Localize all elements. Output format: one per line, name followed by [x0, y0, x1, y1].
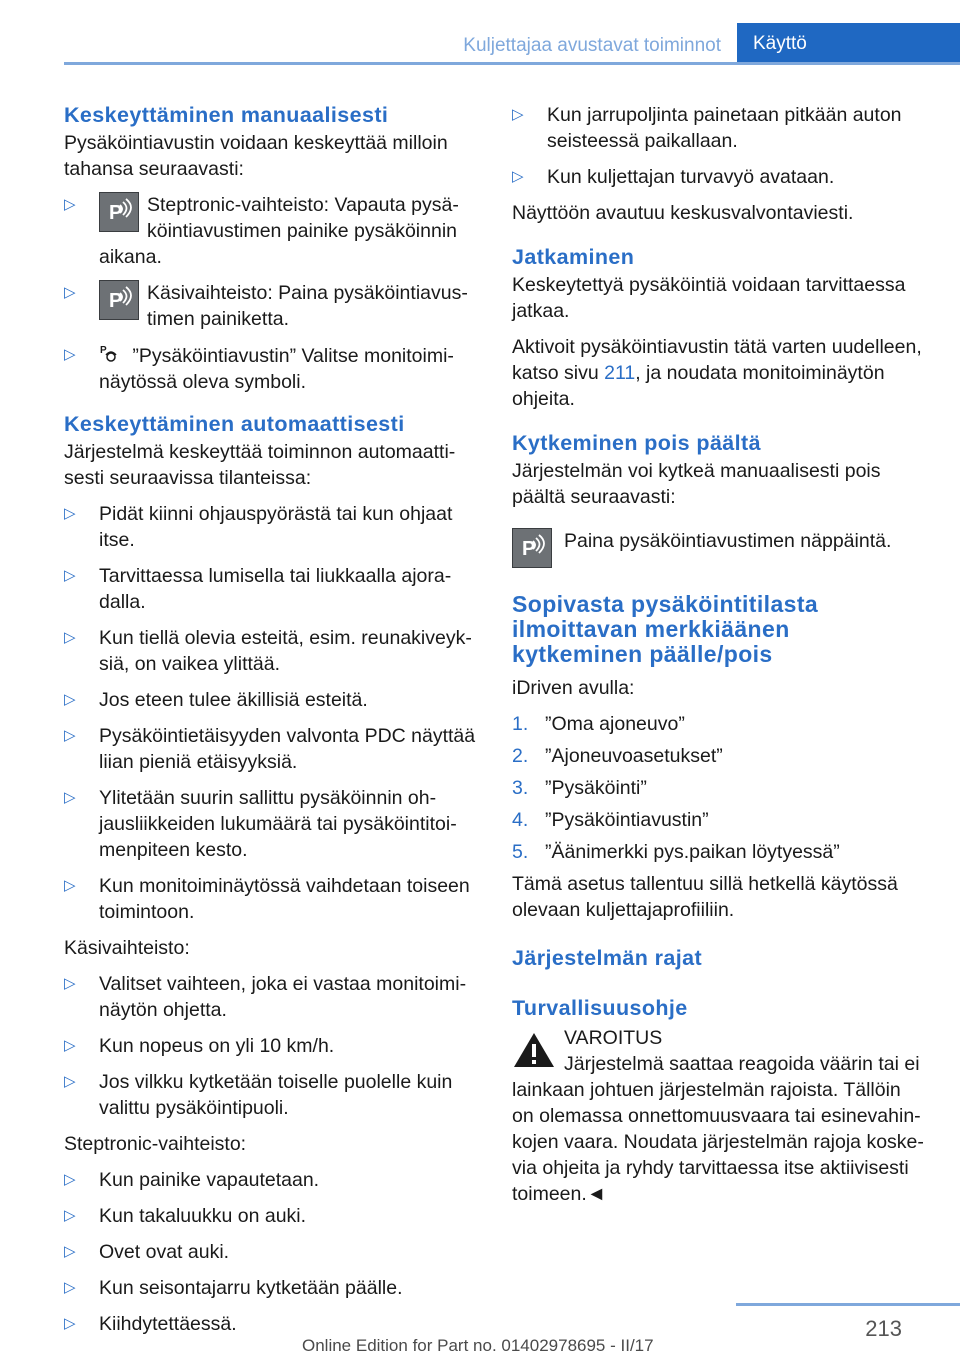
- list-item-text: Kun kuljettajan turvavyö avataan.: [547, 166, 835, 188]
- heading-auto-interrupt: Keskeyttäminen automaattisesti: [64, 412, 405, 436]
- triangle-bullet-icon: ▷: [64, 975, 76, 992]
- paragraph: Näyttöön avautuu keskusvalvontaviesti.: [512, 202, 854, 224]
- list-item: [64, 873, 482, 925]
- list-item-text: Tarvittaessa lumisella tai liukkaalla ajoradalla.: [99, 565, 452, 613]
- triangle-bullet-icon: ▷: [64, 1279, 76, 1296]
- paragraph: iDriven avulla:: [512, 677, 635, 699]
- list-item: [64, 625, 482, 677]
- svg-text:P: P: [100, 345, 107, 356]
- parking-assist-button-icon: [99, 280, 139, 320]
- parking-assist-button-icon: [512, 528, 552, 568]
- heading-safety: Turvallisuusohje: [512, 996, 688, 1020]
- paragraph: Järjestelmän voi kytkeä manuaalisesti pois päältä seuraavasti:: [512, 460, 881, 508]
- list-item-text: Käsivaihteisto: Paina pysäköintiavustimen painiketta.: [147, 282, 468, 330]
- right-column: [512, 102, 924, 1207]
- text-fragment: , ja noudata monitoiminäytön ohjeita.: [512, 362, 885, 410]
- manual-interrupt-list: [64, 192, 482, 395]
- step-text: ”Oma ajoneuvo”: [545, 713, 685, 735]
- idrive-steps: [512, 711, 924, 865]
- step-number: 4.: [512, 809, 529, 831]
- list-item: [64, 1069, 482, 1121]
- list-item: [512, 102, 924, 154]
- list-item-text: Steptronic-vaihteisto: Vapauta pysäköintiavustimen painike pysäköinnin aikana.: [99, 194, 459, 268]
- triangle-bullet-icon: ▷: [64, 1243, 76, 1260]
- triangle-bullet-icon: ▷: [512, 168, 524, 185]
- list-item-text: Kun jarrupoljinta painetaan pitkään auton seisteessä paikallaan.: [547, 104, 902, 152]
- triangle-bullet-icon: ▷: [64, 691, 76, 708]
- button-instruction-text: Paina pysäköintiavustimen näppäintä.: [564, 530, 892, 552]
- step-number: 1.: [512, 713, 529, 735]
- auto-interrupt-list-continued: [512, 102, 924, 190]
- step-number: 5.: [512, 841, 529, 863]
- triangle-bullet-icon: ▷: [64, 284, 76, 301]
- heading-continue: Jatkaminen: [512, 245, 635, 269]
- step-text: ”Ajoneuvoasetukset”: [545, 745, 723, 767]
- manual-transmission-list: [64, 971, 482, 1121]
- warning-title: VAROITUS: [564, 1027, 663, 1049]
- parking-assist-symbol-icon: [99, 342, 123, 366]
- triangle-bullet-icon: ▷: [64, 1171, 76, 1188]
- heading-signal: Sopivasta pysäköintitilasta ilmoittavan merkkiäänen kytkeminen päälle/pois: [512, 591, 819, 667]
- triangle-bullet-icon: ▷: [64, 567, 76, 584]
- step-text: ”Äänimerkki pys.paikan löytyessä”: [545, 841, 840, 863]
- list-item: [64, 785, 482, 863]
- footer-rule: [736, 1303, 960, 1306]
- header-section-title: Kuljettajaa avustavat toiminnot: [463, 35, 721, 56]
- svg-text:P: P: [522, 538, 536, 560]
- triangle-bullet-icon: ▷: [64, 505, 76, 522]
- auto-interrupt-list: [64, 501, 482, 925]
- list-item-text: ”Pysäköintiavustin” Valitse monitoiminäytössä oleva symboli.: [99, 345, 454, 393]
- paragraph: Järjestelmä keskeyttää toiminnon automaattisesti seuraavissa tilanteissa:: [64, 441, 456, 489]
- step-text: ”Pysäköinti”: [545, 777, 647, 799]
- list-item-text: Pidät kiinni ohjauspyörästä tai kun ohjaat itse.: [99, 503, 453, 551]
- list-item-text: Kun takaluukku on auki.: [99, 1205, 307, 1227]
- triangle-bullet-icon: ▷: [64, 196, 76, 213]
- paragraph: Tämä asetus tallentuu sillä hetkellä käytössä olevaan kuljettajaprofiiliin.: [512, 873, 898, 921]
- triangle-bullet-icon: ▷: [64, 789, 76, 806]
- steptronic-list: [64, 1167, 482, 1337]
- list-item: [64, 971, 482, 1023]
- list-item: [512, 164, 924, 190]
- list-item-text: Ovet ovat auki.: [99, 1241, 230, 1263]
- triangle-bullet-icon: ▷: [64, 1315, 76, 1332]
- step-number: 2.: [512, 745, 529, 767]
- list-item: [64, 687, 482, 713]
- list-item: [64, 342, 482, 395]
- list-item: [64, 1275, 482, 1301]
- heading-switch-off: Kytkeminen pois päältä: [512, 431, 761, 455]
- list-item: [64, 1033, 482, 1059]
- list-item: [64, 280, 482, 332]
- list-item: [64, 501, 482, 553]
- paragraph: Pysäköintiavustin voidaan keskeyttää milloin tahansa seuraavasti:: [64, 132, 448, 180]
- list-item: [64, 1311, 482, 1337]
- list-item-text: Kun seisontajarru kytketään päälle.: [99, 1277, 403, 1299]
- triangle-bullet-icon: ▷: [64, 629, 76, 646]
- svg-text:P: P: [109, 290, 123, 312]
- button-instruction: [512, 520, 924, 564]
- list-item-text: Kun monitoiminäytössä vaihdetaan toiseen toimintoon.: [99, 875, 470, 923]
- list-item-text: Pysäköintietäisyyden valvonta PDC näyttää liian pieniä etäisyyksiä.: [99, 725, 476, 773]
- list-item-text: Jos vilkku kytketään toiselle puolelle kuin valittu pysäköintipuoli.: [99, 1071, 453, 1119]
- warning-triangle-icon: [512, 1031, 556, 1069]
- triangle-bullet-icon: ▷: [64, 727, 76, 744]
- step-item: [512, 743, 924, 769]
- list-item: [64, 1239, 482, 1265]
- text-fragment: Aktivoit pysäköintiavustin tätä varten uudelleen, katso sivu: [512, 336, 922, 384]
- list-item-text: Kun nopeus on yli 10 km/h.: [99, 1035, 335, 1057]
- warning-text: Järjestelmä saattaa reagoida väärin tai ei lainkaan johtuen järjestelmän rajoista. Tällöin on olemassa onnettomuusvaara tai esinevahinkojen vaara. Noudata järjestelmän rajoja koskevia ohjeita ja ryhdy tarvittaessa itse aktiivisesti toimeen.◄: [512, 1053, 924, 1205]
- list-item-text: Kun tiellä olevia esteitä, esim. reunakiveyksiä, on vaikea ylittää.: [99, 627, 472, 675]
- step-item: [512, 775, 924, 801]
- list-item-text: Ylitetään suurin sallittu pysäköinnin ohjausliikkeiden lukumäärä tai pysäköintitoimenpiteen kesto.: [99, 787, 457, 861]
- triangle-bullet-icon: ▷: [512, 106, 524, 123]
- list-item-text: Kun painike vapautetaan.: [99, 1169, 320, 1191]
- manual-transmission-label: Käsivaihteisto:: [64, 937, 190, 959]
- list-item-text: Valitset vaihteen, joka ei vastaa monitoiminäytön ohjetta.: [99, 973, 467, 1021]
- triangle-bullet-icon: ▷: [64, 1073, 76, 1090]
- page-reference-link[interactable]: 211: [604, 362, 636, 384]
- steptronic-label: Steptronic-vaihteisto:: [64, 1133, 247, 1155]
- triangle-bullet-icon: ▷: [64, 1207, 76, 1224]
- triangle-bullet-icon: ▷: [64, 1037, 76, 1054]
- step-item: [512, 839, 924, 865]
- list-item: [64, 723, 482, 775]
- step-text: ”Pysäköintiavustin”: [545, 809, 709, 831]
- svg-text:P: P: [109, 202, 123, 224]
- list-item-text: Kiihdytettäessä.: [99, 1313, 237, 1335]
- step-number: 3.: [512, 777, 529, 799]
- page-number: 213: [865, 1316, 902, 1341]
- warning-box: [512, 1025, 924, 1207]
- list-item-text: Jos eteen tulee äkillisiä esteitä.: [99, 689, 368, 711]
- left-column: [64, 102, 482, 1347]
- edition-note: Online Edition for Part no. 01402978695 - II/17: [302, 1336, 654, 1355]
- parking-assist-button-icon: [99, 192, 139, 232]
- paragraph-with-page-link: [512, 334, 924, 412]
- paragraph: Keskeytettyä pysäköintiä voidaan tarvittaessa jatkaa.: [512, 274, 906, 322]
- header-rule: [64, 62, 960, 65]
- list-item: [64, 192, 482, 270]
- heading-system-limits: Järjestelmän rajat: [512, 946, 703, 970]
- list-item: [64, 563, 482, 615]
- triangle-bullet-icon: ▷: [64, 346, 76, 363]
- step-item: [512, 807, 924, 833]
- list-item: [64, 1167, 482, 1193]
- triangle-bullet-icon: ▷: [64, 877, 76, 894]
- header-chapter-tab: Käyttö: [737, 23, 960, 62]
- list-item: [64, 1203, 482, 1229]
- step-item: [512, 711, 924, 737]
- heading-manual-interrupt: Keskeyttäminen manuaalisesti: [64, 103, 389, 127]
